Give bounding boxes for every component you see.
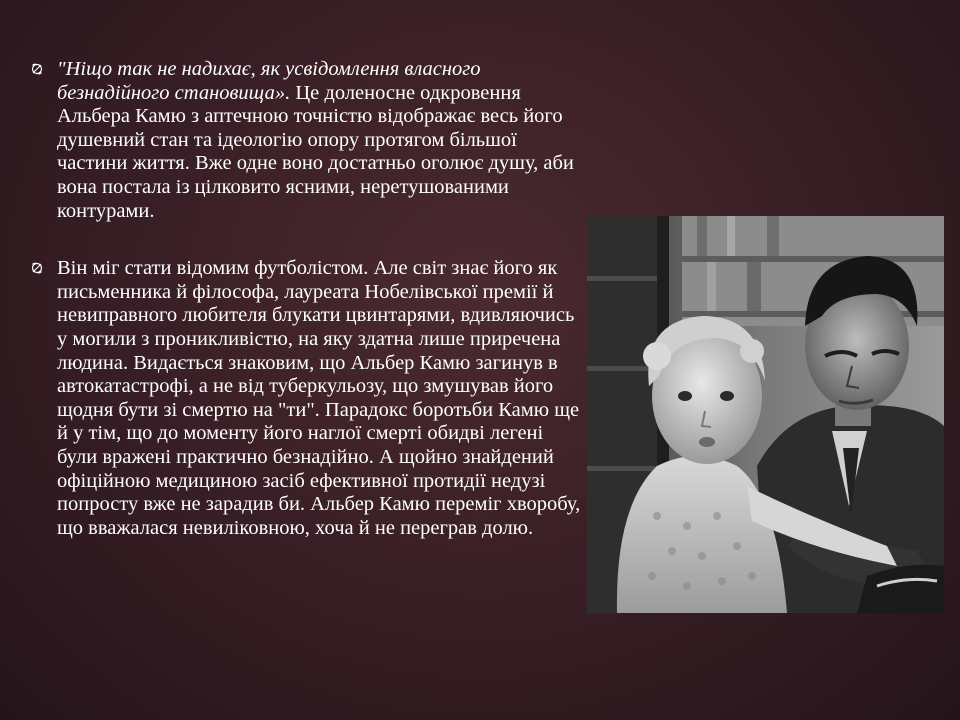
bullet-item — [30, 257, 585, 540]
wreath-bullet-icon — [30, 261, 44, 275]
black-and-white-photograph — [587, 216, 944, 613]
bullet-item — [30, 58, 585, 223]
bullet-text: Це доленосне одкровення Альбера Камю з аптечною точністю відображає весь його душевний стан та ідеологію опору протягом більшої частини життя. Вже одне воно достатньо оголює душу, аби вона постала із цілковито ясними, неретушованими контурами. — [57, 81, 574, 222]
bullet-text: Він міг стати відомим футболістом. Але світ знає його як письменника й філософа, лауреата Нобелівської премії й невиправного любителя блукати цвинтарями, вдивляючись у могили з проникливістю, на яку здатна лише приречена людина. Видається знаковим, що Альбер Камю загинув в автокатастрофі, а не від туберкульозу, що змушував його щодня бути зі смертю на "ти". Парадокс боротьби Камю ще й у тім, що до моменту його наглої смерті обидві легені були вражені практично безнадійно. А щойно знайдений офіційною медициною засіб ефективної протидії недузі попросту вже не зарадив би. Альбер Камю переміг хворобу, що вважалася невиліковною, хоча й не переграв долю. — [57, 257, 581, 539]
bullet-quote: "Ніщо так не надихає, як усвідомлення власного безнадійного становища». — [57, 58, 481, 104]
wreath-bullet-icon — [30, 62, 44, 76]
bullet-list — [30, 58, 585, 540]
camus-with-child-photo — [587, 216, 944, 613]
